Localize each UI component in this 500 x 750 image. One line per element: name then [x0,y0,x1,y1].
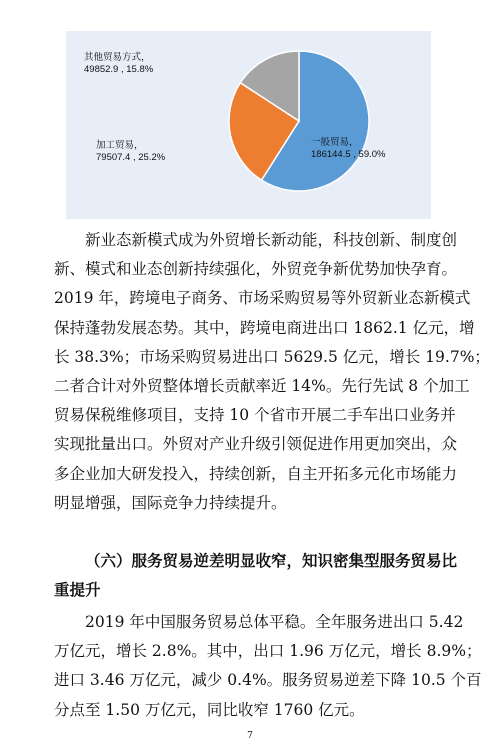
text-line: 长 38.3%；市场采购贸易进出口 5629.5 亿元，增长 19.7%； [54,347,490,366]
text-line: 贸易保税维修项目，支持 10 个省市开展二手车出口业务并 [54,406,456,425]
text-line: 新业态新模式成为外贸增长新动能，科技创新、制度创 [85,231,458,249]
text-line: 保持蓬勃发展态势。其中，跨境电商进出口 1862.1 亿元，增 [54,318,475,337]
text-line: 二者合计对外贸整体增长贡献率近 14%。先行先试 8 个加工 [54,377,470,396]
text-line: 新、模式和业态创新持续强化，外贸竞争新优势加快孕育。 [54,260,458,279]
label-other-trade-name: 其他贸易方式， [84,52,151,63]
text-line: 分点至 1.50 万亿元，同比收窄 1760 亿元。 [54,700,365,719]
label-processing-trade-name: 加工贸易， [96,140,144,151]
label-general-trade-value: 186144.5 , 59.0% [311,149,386,160]
label-general-trade [311,137,385,161]
heading-line: 重提升 [54,580,101,600]
label-other-trade [84,52,153,76]
section-heading [54,546,458,604]
heading-line: （六）服务贸易逆差明显收窄，知识密集型服务贸易比 [85,551,458,570]
pie-chart [66,31,431,219]
text-line: 实现批量出口。外贸对产业升级引领促进作用更加突出，众 [54,435,458,454]
text-line: 明显增强，国际竞争力持续提升。 [54,493,287,512]
paragraph-service-trade [54,608,482,725]
text-line: 2019 年，跨境电子商务、市场采购贸易等外贸新业态新模式 [54,289,471,308]
text-line: 进口 3.46 万亿元，减少 0.4%。服务贸易逆差下降 10.5 个百 [54,671,482,690]
text-line: 多企业加大研发投入，持续创新，自主开拓多元化市场能力 [54,464,458,483]
text-line: 2019 年中国服务贸易总体平稳。全年服务进出口 5.42 [85,613,464,631]
label-processing-trade [96,140,165,164]
label-other-trade-value: 49852.9 , 15.8% [84,64,154,75]
label-general-trade-name: 一般贸易， [311,137,359,148]
text-line: 万亿元，增长 2.8%。其中，出口 1.96 万亿元，增长 8.9%； [54,642,482,661]
paragraph-new-business-models [54,226,490,518]
label-processing-trade-value: 79507.4 , 25.2% [96,152,166,163]
page-number: 7 [247,731,253,741]
